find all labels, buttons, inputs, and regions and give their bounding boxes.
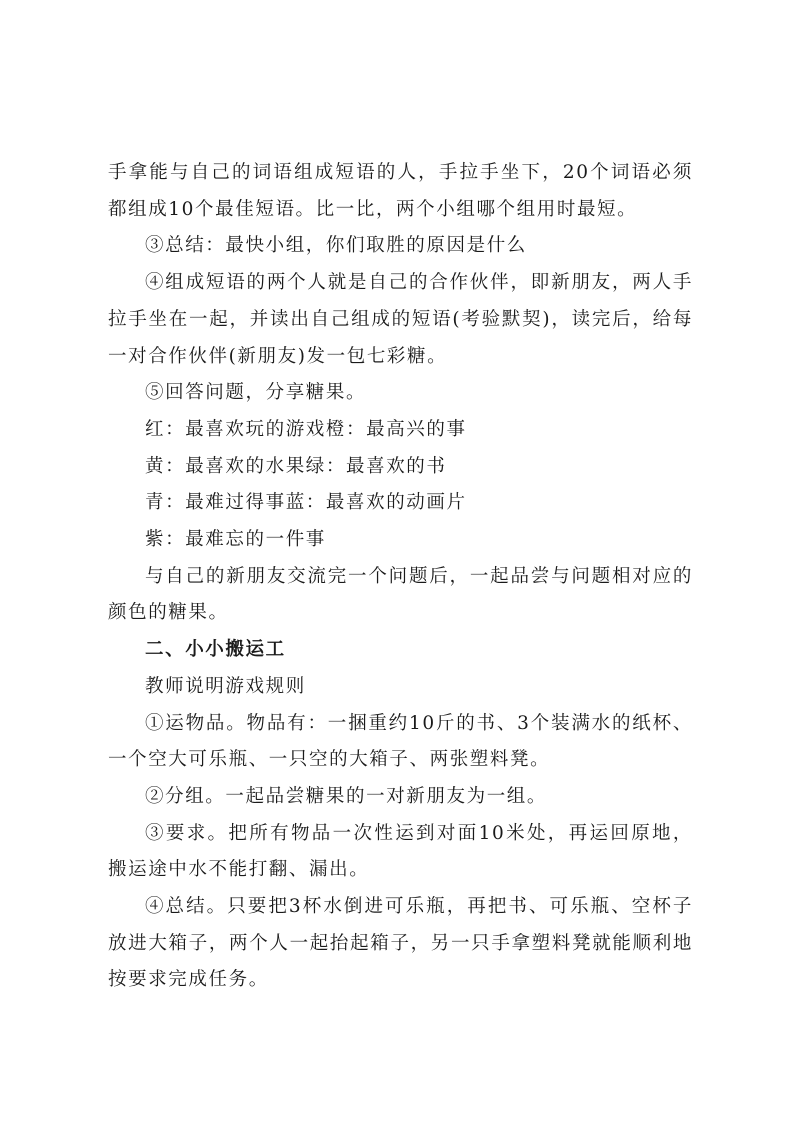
paragraph-rules-intro: 教师说明游戏规则 <box>145 675 306 697</box>
paragraph-yellow-green: 黄：最喜欢的水果绿：最喜欢的书 <box>145 455 447 477</box>
paragraph-requirements: ③要求。把所有物品一次性运到对面10米处，再运回原地，搬运途中水不能打翻、漏出。 <box>108 822 693 881</box>
paragraph-grouping: ②分组。一起品尝糖果的一对新朋友为一组。 <box>145 785 548 807</box>
document-body <box>108 155 693 999</box>
paragraph-items: ①运物品。物品有：一捆重约10斤的书、3个装满水的纸杯、一个空大可乐瓶、一只空的大箱子、两张塑料凳。 <box>108 712 693 771</box>
paragraph-share-candy: ⑤回答问题，分享糖果。 <box>145 382 367 404</box>
section-heading: 二、小小搬运工 <box>145 639 286 661</box>
paragraph-conclusion: ④总结。只要把3杯水倒进可乐瓶，再把书、可乐瓶、空杯子放进大箱子，两个人一起抬起箱子，另一只手拿塑料凳就能顺利地按要求完成任务。 <box>108 896 693 991</box>
paragraph-exchange: 与自己的新朋友交流完一个问题后，一起品尝与问题相对应的颜色的糖果。 <box>108 565 693 624</box>
paragraph-cyan-blue: 青：最难过得事蓝：最喜欢的动画片 <box>145 492 467 514</box>
paragraph-partner-pairing: ④组成短语的两个人就是自己的合作伙伴，即新朋友，两人手拉手坐在一起，并读出自己组成的短语(考验默契)，读完后，给每一对合作伙伴(新朋友)发一包七彩糖。 <box>108 272 693 367</box>
paragraph-continuation: 手拿能与自己的词语组成短语的人，手拉手坐下，20个词语必须都组成10个最佳短语。比一比，两个小组哪个组用时最短。 <box>108 162 693 220</box>
paragraph-purple: 紫：最难忘的一件事 <box>145 529 326 551</box>
paragraph-red-orange: 红：最喜欢玩的游戏橙：最高兴的事 <box>145 418 467 440</box>
paragraph-summary-question: ③总结：最快小组，你们取胜的原因是什么 <box>145 235 527 257</box>
